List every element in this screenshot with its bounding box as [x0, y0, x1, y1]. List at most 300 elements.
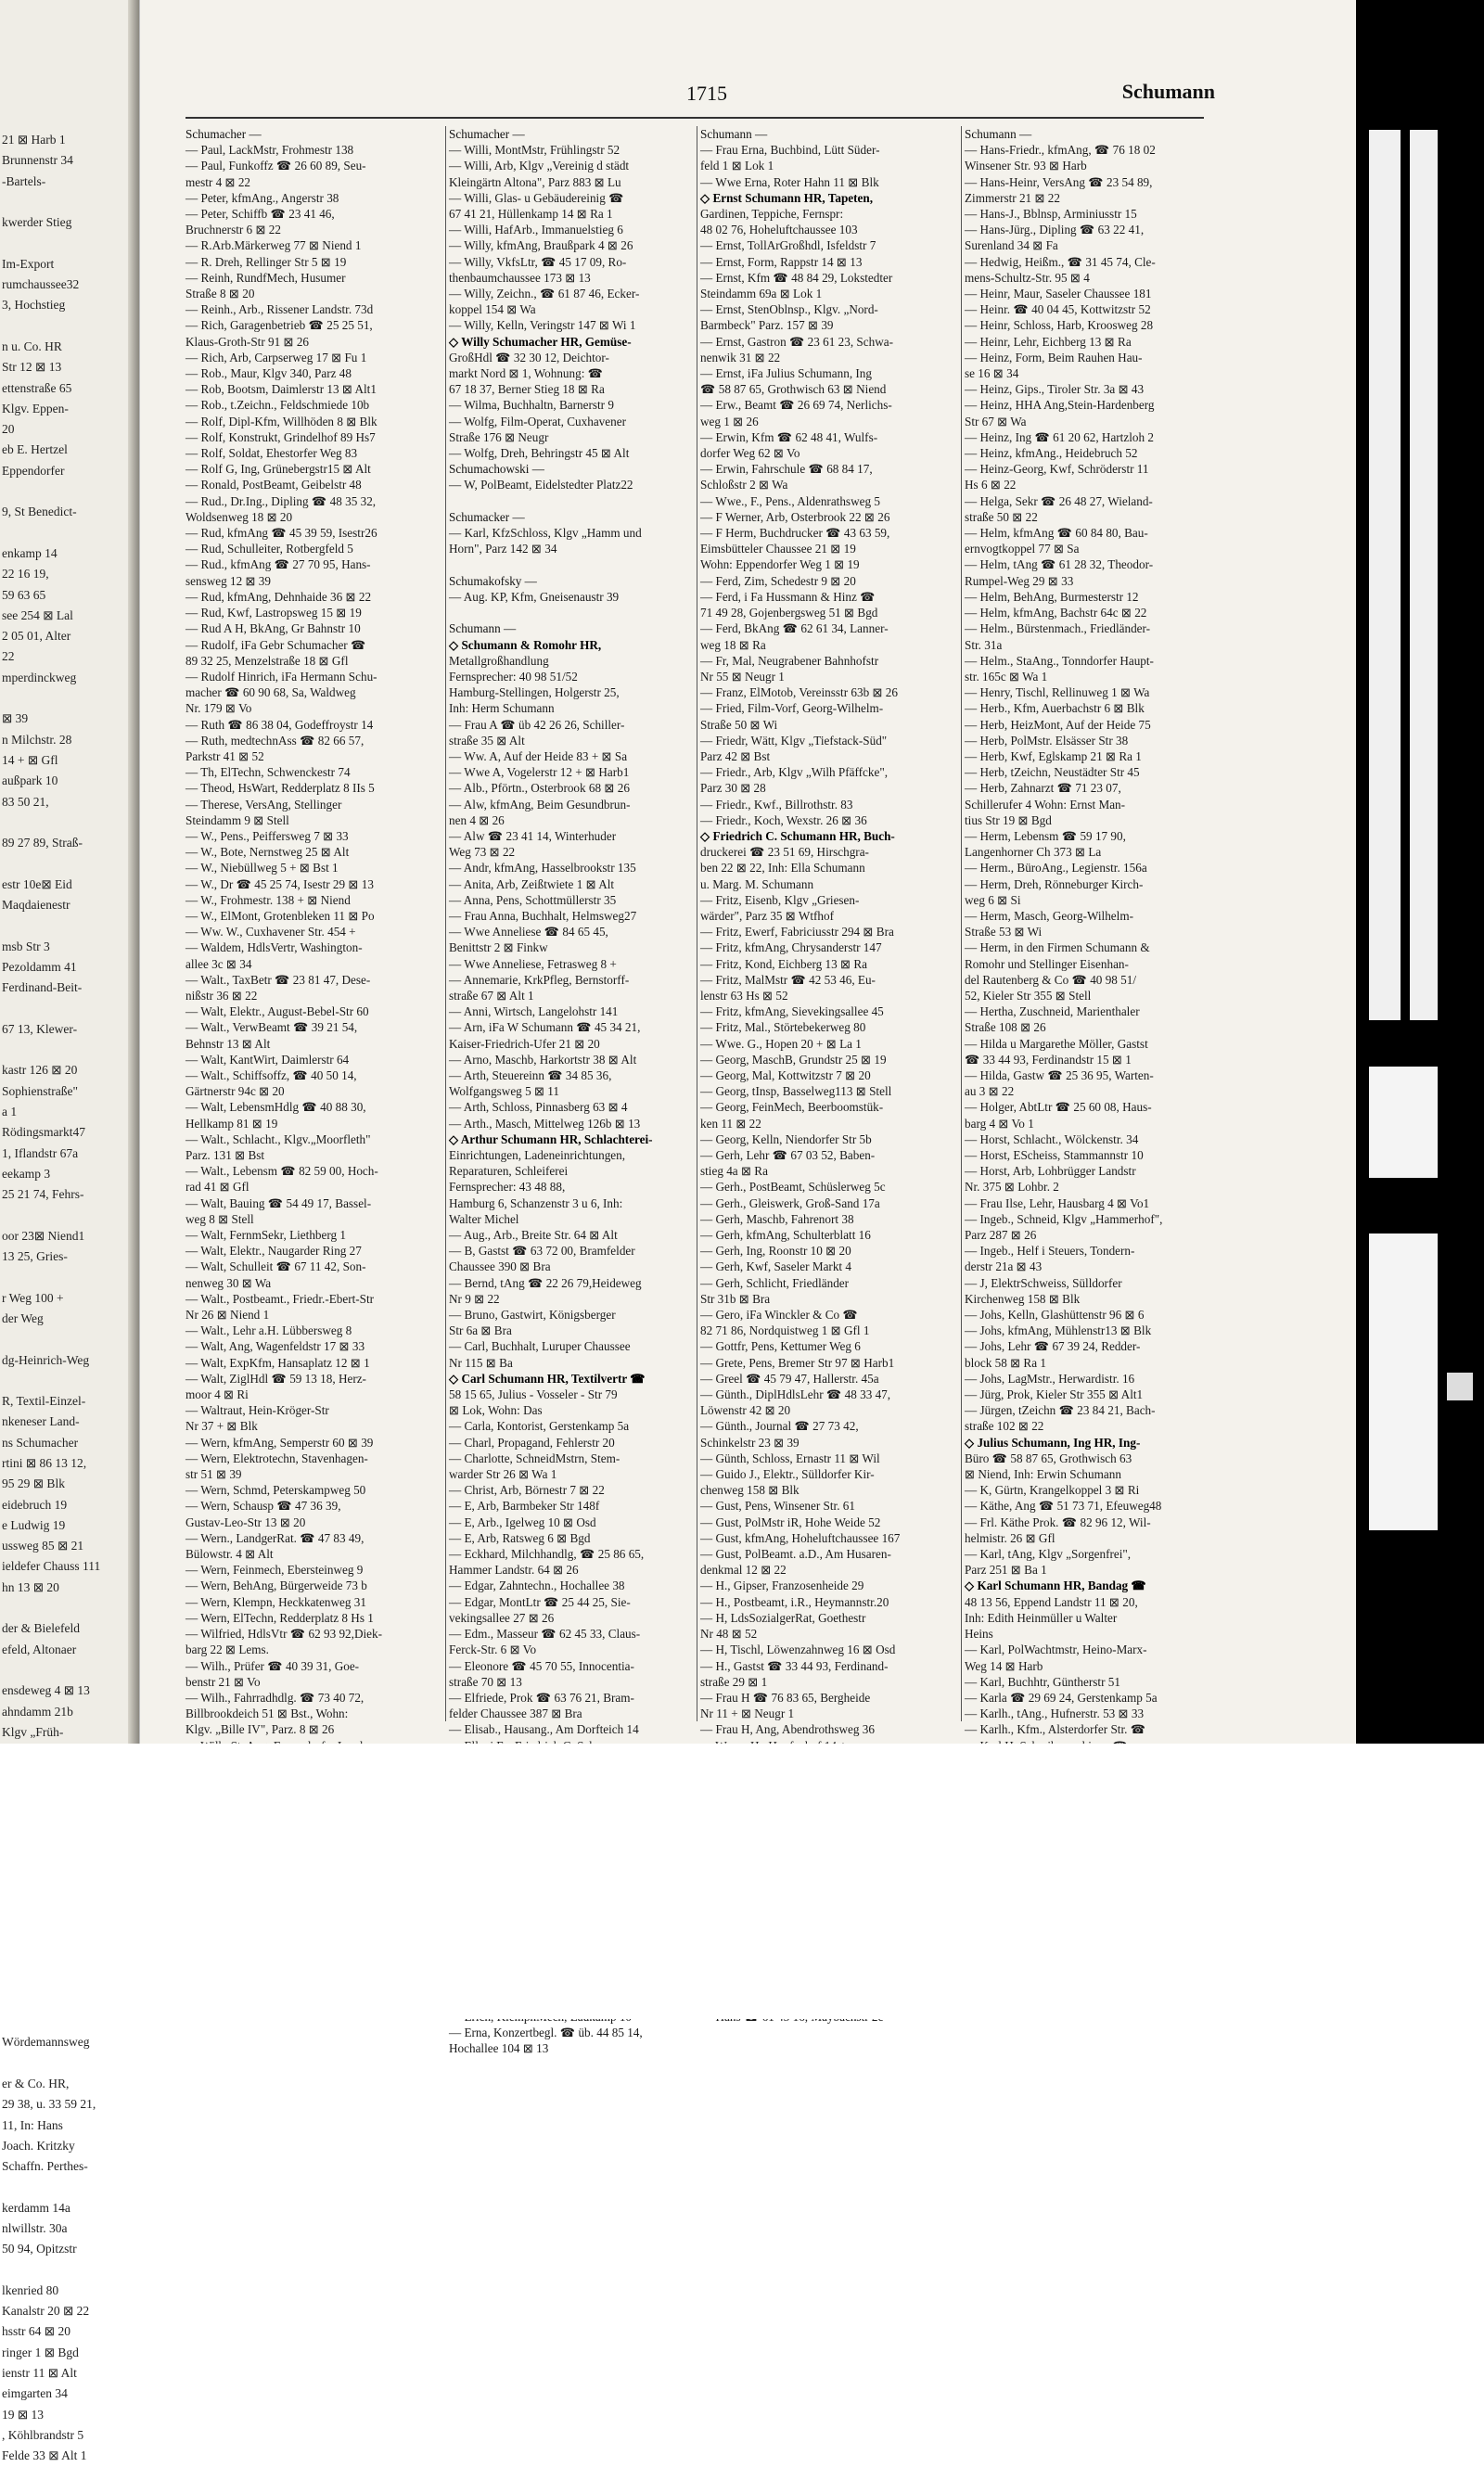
directory-entry: — Wwe Erna, Roter Hahn 11 ⊠ Blk — [700, 174, 879, 189]
directory-entry: Nr 26 ⊠ Niend 1 — [186, 1308, 270, 1323]
directory-entry: Kleingärtn Altona", Parz 883 ⊠ Lu — [449, 174, 621, 189]
directory-entry: — F Werner, Arb, Osterbrook 22 ⊠ 26 — [700, 509, 890, 524]
directory-entry: — Annemarie, KrkPfleg, Bernstorff- — [449, 972, 630, 987]
directory-entry: — Herb, tZeichn, Neustädter Str 45 — [965, 765, 1140, 780]
directory-entry: Behnstr 13 ⊠ Alt — [186, 1036, 271, 1051]
directory-entry: — Herm., BüroAng., Legienstr. 156a — [965, 861, 1147, 876]
directory-entry: — Arth, Schloss, Pinnasberg 63 ⊠ 4 — [449, 1100, 628, 1115]
directory-entry: — Alb., Pförtn., Osterbrook 68 ⊠ 26 — [449, 781, 630, 796]
directory-entry: — Hilda u Margarethe Möller, Gastst — [965, 1036, 1148, 1051]
directory-entry: — Käthe, Ang ☎ 51 73 71, Efeuweg48 — [965, 1499, 1162, 1514]
prev-page-line: 95 29 ⊠ Blk — [2, 1476, 65, 1491]
directory-entry: — Rob, Bootsm, Daimlerstr 13 ⊠ Alt1 — [186, 382, 377, 397]
directory-entry: — Hertha, Zuschneid, Marienthaler — [965, 1004, 1140, 1019]
prev-page-line: nlwillstr. 30a — [2, 2220, 68, 2235]
directory-entry: — Fr, Mal, Neugrabener Bahnhofstr — [700, 653, 879, 668]
prev-page-line — [0, 998, 139, 1018]
directory-entry: straße 67 ⊠ Alt 1 — [449, 988, 534, 1003]
directory-entry: 71 49 28, Gojenbergsweg 51 ⊠ Bgd — [700, 606, 878, 620]
directory-entry: Schillerufer 4 Wohn: Ernst Man- — [965, 797, 1126, 812]
directory-entry: — F Herm, Buchdrucker ☎ 43 63 59, — [700, 526, 890, 541]
directory-entry: — Ruth ☎ 86 38 04, Godeffroystr 14 — [186, 717, 374, 732]
directory-entry: — Gerh, Lehr ☎ 67 03 52, Baben- — [700, 1148, 876, 1162]
filmstrip-label-strip — [1369, 130, 1401, 1020]
directory-entry: — Rud., kfmAng ☎ 27 70 95, Hans- — [186, 557, 371, 572]
scan-bottom-margin — [0, 1744, 1484, 2019]
previous-page-text — [0, 0, 139, 2467]
directory-entry: derstr 21a ⊠ 43 — [965, 1259, 1043, 1274]
column-divider — [961, 126, 962, 1721]
directory-entry: — Walt., Postbeamt., Friedr.-Ebert-Str — [186, 1291, 375, 1306]
directory-entry: straße 70 ⊠ 13 — [449, 1674, 522, 1689]
directory-entry: — Holger, AbtLtr ☎ 25 60 08, Haus- — [965, 1100, 1152, 1115]
directory-entry: — Günth., DiplHdlsLehr ☎ 48 33 47, — [700, 1387, 891, 1402]
prev-page-line: n u. Co. HR — [2, 339, 62, 353]
directory-entry: — Friedr, Wätt, Klgv „Tiefstack-Süd" — [700, 733, 888, 748]
directory-entry: — Wwe A, Vogelerstr 12 + ⊠ Harb1 — [449, 765, 630, 780]
prev-page-line: Wördemannsweg — [2, 2035, 90, 2050]
directory-entry: — Heinz, kfmAng., Heidebruch 52 — [965, 446, 1138, 461]
directory-entry: — Gerh., Gleiswerk, Groß-Sand 17a — [700, 1195, 880, 1210]
directory-entry: Barmbeck" Parz. 157 ⊠ 39 — [700, 318, 834, 333]
directory-entry: straße 35 ⊠ Alt — [449, 733, 525, 748]
prev-page-line: oor 23⊠ Niend1 — [2, 1228, 85, 1243]
directory-entry: — Rud, kfmAng, Dehnhaide 36 ⊠ 22 — [186, 589, 372, 604]
directory-entry: — Waldem, HdlsVertr, Washington- — [186, 940, 363, 955]
prev-page-line: rtini ⊠ 86 13 12, — [2, 1456, 87, 1470]
directory-entry: — Helm, BehAng, Burmesterstr 12 — [965, 589, 1139, 604]
directory-entry: Inh: Edith Heinmüller u Walter — [965, 1610, 1118, 1625]
directory-entry: Metallgroßhandlung — [449, 653, 549, 668]
prev-page-line: -Bartels- — [2, 173, 46, 188]
prev-page-line: 9, St Benedict- — [2, 505, 77, 519]
directory-entry: — Elisab., Hausang., Am Dorfteich 14 — [449, 1722, 639, 1737]
directory-entry: — H., Gipser, Franzosenheide 29 — [700, 1579, 864, 1593]
directory-entry: — Karl, Buchhtr, Güntherstr 51 — [965, 1674, 1120, 1689]
directory-entry: — Gottfr, Pens, Kettumer Weg 6 — [700, 1339, 861, 1354]
directory-entry: Straße 50 ⊠ Wi — [700, 717, 778, 732]
directory-entry: Gärtnerstr 94c ⊠ 20 — [186, 1084, 285, 1099]
directory-entry: helmistr. 26 ⊠ Gfl — [965, 1530, 1055, 1545]
prev-page-line: Joach. Kritzky — [2, 2138, 75, 2153]
directory-entry: — Rud, kfmAng ☎ 45 39 59, Isestr26 — [186, 526, 377, 541]
directory-entry: denkmal 12 ⊠ 22 — [700, 1563, 787, 1578]
directory-entry: — Rolf, Konstrukt, Grindelhof 89 Hs7 — [186, 429, 376, 444]
directory-entry: — Wilh., Fahrradhdlg. ☎ 73 40 72, — [186, 1690, 365, 1705]
page-gutter — [128, 0, 139, 1744]
directory-entry: Inh: Herm Schumann — [449, 701, 555, 716]
directory-entry: thenbaumchaussee 173 ⊠ 13 — [449, 270, 591, 285]
directory-entry: Kirchenweg 158 ⊠ Blk — [965, 1291, 1081, 1306]
directory-entry: — Frau Anna, Buchhalt, Helmsweg27 — [449, 908, 637, 923]
directory-entry: allee 3c ⊠ 34 — [186, 956, 252, 971]
directory-entry: — Wern, Schausp ☎ 47 36 39, — [186, 1499, 341, 1514]
directory-entry: — Frau Erna, Buchbind, Lütt Süder- — [700, 143, 880, 158]
directory-entry: Nr. 179 ⊠ Vo — [186, 701, 252, 716]
directory-entry: — Gust, PolBeamt. a.D., Am Husaren- — [700, 1547, 891, 1562]
prev-page-line — [0, 2053, 139, 2074]
prev-page-line: eimgarten 34 — [2, 2386, 68, 2401]
directory-entry: — Fritz, Eisenb, Klgv „Griesen- — [700, 892, 860, 907]
prev-page-line: r Weg 100 + — [2, 1290, 64, 1305]
directory-entry: — Günth, Schloss, Ernastr 11 ⊠ Wil — [700, 1451, 880, 1465]
prev-page-line — [0, 481, 139, 502]
directory-entry: — Erwin, Kfm ☎ 62 48 41, Wulfs- — [700, 429, 878, 444]
directory-entry: Woldsenweg 18 ⊠ 20 — [186, 509, 293, 524]
directory-entry: Gardinen, Teppiche, Fernspr: — [700, 207, 844, 222]
directory-entry: — Jürg, Prok, Kieler Str 355 ⊠ Alt1 — [965, 1387, 1144, 1402]
prev-page-line: nkeneser Land- — [2, 1414, 80, 1429]
directory-entry: ☎ 58 87 65, Grothwisch 63 ⊠ Niend — [700, 382, 887, 397]
directory-entry: — W., Frohmestr. 138 + ⊠ Niend — [186, 892, 351, 907]
directory-entry: Bruchnerstr 6 ⊠ 22 — [186, 223, 281, 237]
directory-entry: — Bruno, Gastwirt, Königsberger — [449, 1308, 616, 1323]
directory-entry: Nr. 375 ⊠ Lohbr. 2 — [965, 1180, 1059, 1195]
prev-page-line: 19 ⊠ 13 — [2, 2407, 45, 2422]
prev-page-line — [0, 192, 139, 212]
directory-entry: Langenhorner Ch 373 ⊠ La — [965, 845, 1102, 860]
directory-entry: — Christ, Arb, Börnestr 7 ⊠ 22 — [449, 1483, 605, 1498]
prev-page-line: Felde 33 ⊠ Alt 1 — [2, 2448, 87, 2463]
directory-entry: Parz. 131 ⊠ Bst — [186, 1148, 265, 1162]
directory-entry: — Carl, Buchhalt, Luruper Chaussee — [449, 1339, 631, 1354]
filmstrip-block — [1369, 1067, 1438, 1178]
prev-page-line: Ferdinand-Beit- — [2, 980, 83, 995]
directory-entry: ☎ 33 44 93, Ferdinandstr 15 ⊠ 1 — [965, 1052, 1132, 1067]
directory-entry: nenweg 30 ⊠ Wa — [186, 1275, 272, 1290]
prev-page-line — [0, 2260, 139, 2281]
directory-entry: — Fritz, MalMstr ☎ 42 53 46, Eu- — [700, 972, 876, 987]
directory-entry: 67 41 21, Hüllenkamp 14 ⊠ Ra 1 — [449, 207, 613, 222]
directory-entry: Büro ☎ 58 87 65, Grothwisch 63 — [965, 1451, 1132, 1465]
directory-entry: ernvogtkoppel 77 ⊠ Sa — [965, 542, 1080, 556]
directory-entry: — Karl, KfzSchloss, Klgv „Hamm und — [449, 526, 642, 541]
directory-entry: — Heinz, HHA Ang,Stein-Hardenberg — [965, 398, 1155, 413]
directory-entry: nen 4 ⊠ 26 — [449, 812, 505, 827]
prev-page-line — [0, 853, 139, 874]
directory-entry: 67 18 37, Berner Stieg 18 ⊠ Ra — [449, 382, 605, 397]
directory-entry: — Herb., Kfm, Auerbachstr 6 ⊠ Blk — [965, 701, 1145, 716]
directory-entry: — Johs, kfmAng, Mühlenstr13 ⊠ Blk — [965, 1323, 1152, 1338]
directory-entry: — Helm., StaAng., Tonndorfer Haupt- — [965, 653, 1154, 668]
directory-entry: — Herb, PolMstr. Elsässer Str 38 — [965, 733, 1129, 748]
directory-entry: — Wwe Anneliese, Fetrasweg 8 + — [449, 956, 617, 971]
business-listing-entry: ◇ Friedrich C. Schumann HR, Buch- — [700, 828, 895, 843]
prev-page-line: Sophienstraße" — [2, 1083, 78, 1098]
directory-entry: — Willy, VkfsLtr, ☎ 45 17 09, Ro- — [449, 254, 627, 269]
directory-entry: Winsener Str. 93 ⊠ Harb — [965, 159, 1087, 173]
directory-entry: — Carla, Kontorist, Gerstenkamp 5a — [449, 1419, 630, 1434]
prev-page-line: Klgv. Eppen- — [2, 401, 69, 415]
directory-entry: Weg 14 ⊠ Harb — [965, 1658, 1043, 1673]
directory-entry: Straße 8 ⊠ 20 — [186, 287, 255, 301]
directory-column-3 — [700, 126, 960, 2025]
directory-entry: — Rich, Garagenbetrieb ☎ 25 25 51, — [186, 318, 373, 333]
directory-entry: — Fritz, Mal., Störtebekerweg 80 — [700, 1020, 866, 1035]
directory-entry: Zimmerstr 21 ⊠ 22 — [965, 190, 1060, 205]
prev-page-line — [0, 2177, 139, 2197]
directory-entry: — Ferd, i Fa Hussmann & Hinz ☎ — [700, 589, 876, 604]
prev-page-line: a 1 — [2, 1104, 18, 1118]
directory-entry: Einrichtungen, Ladeneinrichtungen, — [449, 1148, 626, 1162]
directory-entry: Klgv. „Bille IV", Parz. 8 ⊠ 26 — [186, 1722, 335, 1737]
directory-entry: — Horst, Schlacht., Wölckenstr. 34 — [965, 1131, 1139, 1146]
business-listing-entry: ◇ Julius Schumann, Ing HR, Ing- — [965, 1435, 1141, 1450]
directory-entry: ⊠ Lok, Wohn: Das — [449, 1403, 543, 1418]
directory-entry: str. 165c ⊠ Wa 1 — [965, 669, 1048, 684]
prev-page-line — [0, 316, 139, 337]
directory-entry: — Peter, kfmAng., Angerstr 38 — [186, 190, 339, 205]
directory-entry: — Arth., Masch, Mittelweg 126b ⊠ 13 — [449, 1116, 641, 1131]
directory-entry: 48 02 76, Hoheluftchaussee 103 — [700, 223, 858, 237]
directory-entry: Benittstr 2 ⊠ Finkw — [449, 940, 548, 955]
directory-entry: block 58 ⊠ Ra 1 — [965, 1355, 1046, 1370]
directory-entry: — Willi, HafArb., Immanuelstieg 6 — [449, 223, 623, 237]
directory-entry: — Alw ☎ 23 41 14, Winterhuder — [449, 828, 617, 843]
prev-page-line: n Milchstr. 28 — [2, 732, 72, 747]
directory-entry: barg 22 ⊠ Lems. — [186, 1643, 269, 1657]
prev-page-line — [0, 1267, 139, 1287]
running-head: Schumann — [1121, 80, 1215, 103]
directory-entry: — Frau Ilse, Lehr, Hausbarg 4 ⊠ Vo1 — [965, 1195, 1150, 1210]
directory-entry: — Walt., Schiffsoffz, ☎ 40 50 14, — [186, 1067, 357, 1082]
directory-entry: — Erna, Konzertbegl. ☎ üb. 44 85 14, — [449, 2026, 643, 2040]
directory-entry: Str 6a ⊠ Bra — [449, 1323, 512, 1338]
surname-heading: Schumacher — — [449, 127, 525, 141]
previous-page-fragment — [0, 0, 140, 2463]
directory-entry: — Hans-J., Bblnsp, Arminiusstr 15 — [965, 207, 1137, 222]
directory-entry: — Heinz, Gips., Tiroler Str. 3a ⊠ 43 — [965, 382, 1145, 397]
directory-entry: — Rudolf Hinrich, iFa Hermann Schu- — [186, 669, 377, 684]
directory-entry: straße 29 ⊠ 1 — [700, 1674, 768, 1689]
prev-page-line: eb E. Hertzel — [2, 442, 68, 457]
prev-page-line: der & Bielefeld — [2, 1621, 80, 1636]
prev-page-line: 83 50 21, — [2, 794, 49, 809]
business-listing-entry: ◇ Karl Schumann HR, Bandag ☎ — [965, 1579, 1146, 1593]
directory-entry: Walter Michel — [449, 1211, 519, 1226]
directory-entry: — H, LdsSozialgerRat, Goethestr — [700, 1610, 866, 1625]
directory-entry: Fernsprecher: 43 48 88, — [449, 1180, 566, 1195]
prev-page-line: Maqdaienestr — [2, 897, 70, 912]
directory-entry: — Th, ElTechn, Schwenckestr 74 — [186, 765, 351, 780]
directory-entry: Hs 6 ⊠ 22 — [965, 478, 1017, 492]
surname-heading: Schumacker — — [449, 509, 525, 524]
directory-entry: Straße 108 ⊠ 26 — [965, 1020, 1046, 1035]
directory-entry: — Walt, Elektr., August-Bebel-Str 60 — [186, 1004, 369, 1019]
directory-entry: — Helm., Bürstenmach., Friedländer- — [965, 621, 1151, 636]
directory-entry: — Walt., Lebensm ☎ 82 59 00, Hoch- — [186, 1164, 378, 1179]
prev-page-line: Brunnenstr 34 — [2, 153, 73, 168]
directory-entry: — Willi, Arb, Klgv „Vereinig d städt — [449, 159, 630, 173]
prev-page-line: 59 63 65 — [2, 587, 46, 602]
prev-page-line: Pezoldamm 41 — [2, 959, 77, 974]
directory-entry: — Fritz, Kond, Eichberg 13 ⊠ Ra — [700, 956, 868, 971]
prev-page-line: see 254 ⊠ Lal — [2, 607, 73, 622]
directory-entry: Reparaturen, Schleiferei — [449, 1164, 569, 1179]
prev-page-line: rumchaussee32 — [2, 277, 80, 292]
prev-page-line — [0, 1598, 139, 1618]
directory-entry: — R. Dreh, Rellinger Str 5 ⊠ 19 — [186, 254, 347, 269]
directory-entry: tius Str 19 ⊠ Bgd — [965, 812, 1052, 827]
prev-page-line: eekamp 3 — [2, 1166, 51, 1181]
directory-entry — [449, 493, 709, 509]
directory-entry: — Andr, kfmAng, Hasselbrookstr 135 — [449, 861, 636, 876]
prev-page-line: efeld, Altonaer — [2, 1642, 77, 1656]
directory-entry: Str. 31a — [965, 637, 1003, 652]
directory-entry: — Rud., Dr.Ing., Dipling ☎ 48 35 32, — [186, 493, 377, 508]
directory-entry: Nr 37 + ⊠ Blk — [186, 1419, 258, 1434]
directory-entry: — Karlh., Kfm., Alsterdorfer Str. ☎ — [965, 1722, 1146, 1737]
prev-page-line — [0, 523, 139, 543]
directory-entry: GroßHdl ☎ 32 30 12, Deichtor- — [449, 350, 609, 364]
directory-entry: rad 41 ⊠ Gfl — [186, 1180, 249, 1195]
directory-entry: — Ww. A, Auf der Heide 83 + ⊠ Sa — [449, 748, 628, 763]
directory-entry: ken 11 ⊠ 22 — [700, 1116, 761, 1131]
prev-page-line — [0, 1205, 139, 1225]
directory-entry: lenstr 63 Hs ⊠ 52 — [700, 988, 788, 1003]
directory-entry: — Fried, Film-Vorf, Georg-Wilhelm- — [700, 701, 884, 716]
directory-entry: — Erw., Beamt ☎ 26 69 74, Nerlichs- — [700, 398, 892, 413]
directory-entry: — Helm, tAng ☎ 61 28 32, Theodor- — [965, 557, 1154, 572]
directory-entry: Löwenstr 42 ⊠ 20 — [700, 1403, 791, 1418]
directory-entry: sensweg 12 ⊠ 39 — [186, 573, 271, 588]
directory-entry: — Walt, FernmSekr, Liethberg 1 — [186, 1228, 346, 1243]
directory-entry: se 16 ⊠ 34 — [965, 366, 1019, 381]
surname-heading: Schumacher — — [186, 127, 262, 141]
directory-entry: — Helga, Sekr ☎ 26 48 27, Wieland- — [965, 493, 1153, 508]
directory-entry: — Rolf, Soldat, Ehestorfer Weg 83 — [186, 446, 358, 461]
directory-entry: Hamburg 6, Schanzenstr 3 u 6, Inh: — [449, 1195, 623, 1210]
directory-entry: — Aug., Arb., Breite Str. 64 ⊠ Alt — [449, 1228, 618, 1243]
prev-page-line: 89 27 89, Straß- — [2, 836, 83, 850]
directory-entry: Hellkamp 81 ⊠ 19 — [186, 1116, 278, 1131]
directory-entry: nenwik 31 ⊠ 22 — [700, 350, 781, 364]
directory-entry: mens-Schultz-Str. 95 ⊠ 4 — [965, 270, 1090, 285]
directory-entry: au 3 ⊠ 22 — [965, 1084, 1015, 1099]
directory-entry: 58 15 65, Julius - Vosseler - Str 79 — [449, 1387, 618, 1402]
directory-entry: — Heinr, Maur, Saseler Chaussee 181 — [965, 287, 1152, 301]
directory-entry: — Heinz, Ing ☎ 61 20 62, Hartzloh 2 — [965, 429, 1154, 444]
directory-entry: moor 4 ⊠ Ri — [186, 1387, 249, 1402]
directory-entry — [449, 556, 709, 572]
filmstrip-label-strip — [1410, 130, 1438, 1020]
directory-entry: Ferck-Str. 6 ⊠ Vo — [449, 1643, 537, 1657]
directory-entry: — Frau H, Ang, Abendrothsweg 36 — [700, 1722, 875, 1737]
directory-entry: — Herm, in den Firmen Schumann & — [965, 940, 1150, 955]
directory-entry: — Herb, Kwf, Eglskamp 21 ⊠ Ra 1 — [965, 748, 1142, 763]
directory-entry: — Heinz, Form, Beim Rauhen Hau- — [965, 350, 1143, 364]
directory-entry: — Wern, kfmAng, Semperstr 60 ⊠ 39 — [186, 1435, 374, 1450]
prev-page-line: 22 — [2, 649, 15, 664]
directory-entry: — Aug. KP, Kfm, Gneisenaustr 39 — [449, 589, 620, 604]
directory-entry: — Charlotte, SchneidMstrn, Stem- — [449, 1451, 620, 1465]
column-divider — [445, 126, 446, 1721]
directory-entry: Fernsprecher: 40 98 51/52 — [449, 669, 578, 684]
directory-entry: — Friedr., Koch, Wexstr. 26 ⊠ 36 — [700, 812, 867, 827]
directory-entry: — Helm, kfmAng, Bachstr 64c ⊠ 22 — [965, 606, 1147, 620]
directory-entry: — Ernst, TollArGroßhdl, Isfeldstr 7 — [700, 238, 876, 253]
directory-entry: — Rud A H, BkAng, Gr Bahnstr 10 — [186, 621, 361, 636]
directory-entry: — Fritz, kfmAng, Sievekingsallee 45 — [700, 1004, 884, 1019]
directory-entry: Nr 9 ⊠ 22 — [449, 1291, 500, 1306]
directory-entry: — Herm, Dreh, Rönneburger Kirch- — [965, 876, 1144, 891]
prev-page-line: 25 21 74, Fehrs- — [2, 1187, 84, 1202]
prev-page-line: Str 12 ⊠ 13 — [2, 360, 62, 375]
prev-page-line: lkenried 80 — [2, 2282, 59, 2297]
directory-entry: — Gerh, Schlicht, Friedländer — [700, 1275, 850, 1290]
directory-entry: — Waltraut, Hein-Kröger-Str — [186, 1403, 329, 1418]
directory-entry: — Karla ☎ 29 69 24, Gerstenkamp 5a — [965, 1690, 1158, 1705]
directory-entry: druckerei ☎ 23 51 69, Hirschgra- — [700, 845, 869, 860]
directory-entry: — Hilda, Gastw ☎ 25 36 95, Warten- — [965, 1067, 1154, 1082]
prev-page-line: e Ludwig 19 — [2, 1517, 66, 1532]
directory-entry: — Ingeb., Helf i Steuers, Tondern- — [965, 1244, 1135, 1259]
directory-entry: warder Str 26 ⊠ Wa 1 — [449, 1467, 557, 1482]
prev-page-line: R, Textil-Einzel- — [2, 1394, 86, 1409]
directory-entry: — Walt, Schulleit ☎ 67 11 42, Son- — [186, 1259, 366, 1274]
prev-page-line: ringer 1 ⊠ Bgd — [2, 2345, 79, 2359]
filmstrip-tick — [1447, 1373, 1473, 1400]
directory-entry: Parz 287 ⊠ 26 — [965, 1228, 1037, 1243]
directory-entry: — Reinh., Arb., Rissener Landstr. 73d — [186, 302, 374, 317]
directory-entry: macher ☎ 60 90 68, Sa, Waldweg — [186, 685, 356, 700]
business-listing-entry: ◇ Willy Schumacher HR, Gemüse- — [449, 334, 632, 349]
directory-entry: dorfer Weg 62 ⊠ Vo — [700, 446, 800, 461]
directory-entry: — Georg, Kelln, Niendorfer Str 5b — [700, 1131, 872, 1146]
directory-entry: weg 8 ⊠ Stell — [186, 1211, 254, 1226]
directory-entry: — Theod, HsWart, Redderplatz 8 IIs 5 — [186, 781, 375, 796]
prev-page-line: 14 + ⊠ Gfl — [2, 752, 58, 767]
directory-entry: — Georg, tInsp, Basselweg113 ⊠ Stell — [700, 1084, 892, 1099]
directory-column-1 — [186, 126, 445, 1993]
directory-entry: — Hans-Jürg., Dipling ☎ 63 22 41, — [965, 223, 1145, 237]
directory-entry: Nr 55 ⊠ Neugr 1 — [700, 669, 785, 684]
directory-entry: — Eleonore ☎ 45 70 55, Innocentia- — [449, 1658, 634, 1673]
directory-entry: — Ferd, Zim, Schedestr 9 ⊠ 20 — [700, 573, 856, 588]
directory-entry: — Hedwig, Heißm., ☎ 31 45 74, Cle- — [965, 254, 1156, 269]
directory-entry: — Ernst, StenOblnsp., Klgv. „Nord- — [700, 302, 878, 317]
directory-entry: — Walt., VerwBeamt ☎ 39 21 54, — [186, 1020, 358, 1035]
directory-entry: — Gero, iFa Winckler & Co ☎ — [700, 1308, 858, 1323]
directory-entry: — Rich, Arb, Carpserweg 17 ⊠ Fu 1 — [186, 350, 367, 364]
directory-entry: — Wolfg, Film-Operat, Cuxhavener — [449, 414, 626, 428]
surname-heading: Schumakofsky — — [449, 573, 537, 588]
prev-page-line — [0, 688, 139, 709]
directory-entry: — Walt, ZiglHdl ☎ 59 13 18, Herz- — [186, 1371, 366, 1386]
directory-entry: — Ww. W., Cuxhavener Str. 454 + — [186, 925, 356, 940]
directory-entry: — Ferd, BkAng ☎ 62 61 34, Lanner- — [700, 621, 889, 636]
directory-entry: — Ernst, Gastron ☎ 23 61 23, Schwa- — [700, 334, 893, 349]
directory-entry: Nr 48 ⊠ 52 — [700, 1627, 758, 1642]
prev-page-line: 11, In: Hans — [2, 2117, 63, 2132]
directory-entry: Schinkelstr 23 ⊠ 39 — [700, 1435, 800, 1450]
directory-entry: — Guido J., Elektr., Sülldorfer Kir- — [700, 1467, 875, 1482]
directory-entry: — Edgar, Zahntechn., Hochallee 38 — [449, 1579, 625, 1593]
directory-entry: — Gerh., PostBeamt, Schüslerweg 5c — [700, 1180, 886, 1195]
directory-entry: — Herm, Lebensm ☎ 59 17 90, — [965, 828, 1126, 843]
directory-entry: — Anita, Arb, Zeißtwiete 1 ⊠ Alt — [449, 876, 615, 891]
directory-entry: Hamburg-Stellingen, Holgerstr 25, — [449, 685, 620, 700]
directory-entry: Chaussee 390 ⊠ Bra — [449, 1259, 551, 1274]
directory-entry: — Günth., Journal ☎ 27 73 42, — [700, 1419, 859, 1434]
directory-entry: benstr 21 ⊠ Vo — [186, 1674, 261, 1689]
prev-page-line: ienstr 11 ⊠ Alt — [2, 2366, 77, 2381]
prev-page-line — [0, 1329, 139, 1349]
directory-entry: — Paul, Funkoffz ☎ 26 60 89, Seu- — [186, 159, 366, 173]
directory-entry: — Wwe Anneliese ☎ 84 65 45, — [449, 925, 608, 940]
directory-entry: — Rudolf, iFa Gebr Schumacher ☎ — [186, 637, 366, 652]
directory-entry: Eimsbütteler Chaussee 21 ⊠ 19 — [700, 542, 856, 556]
